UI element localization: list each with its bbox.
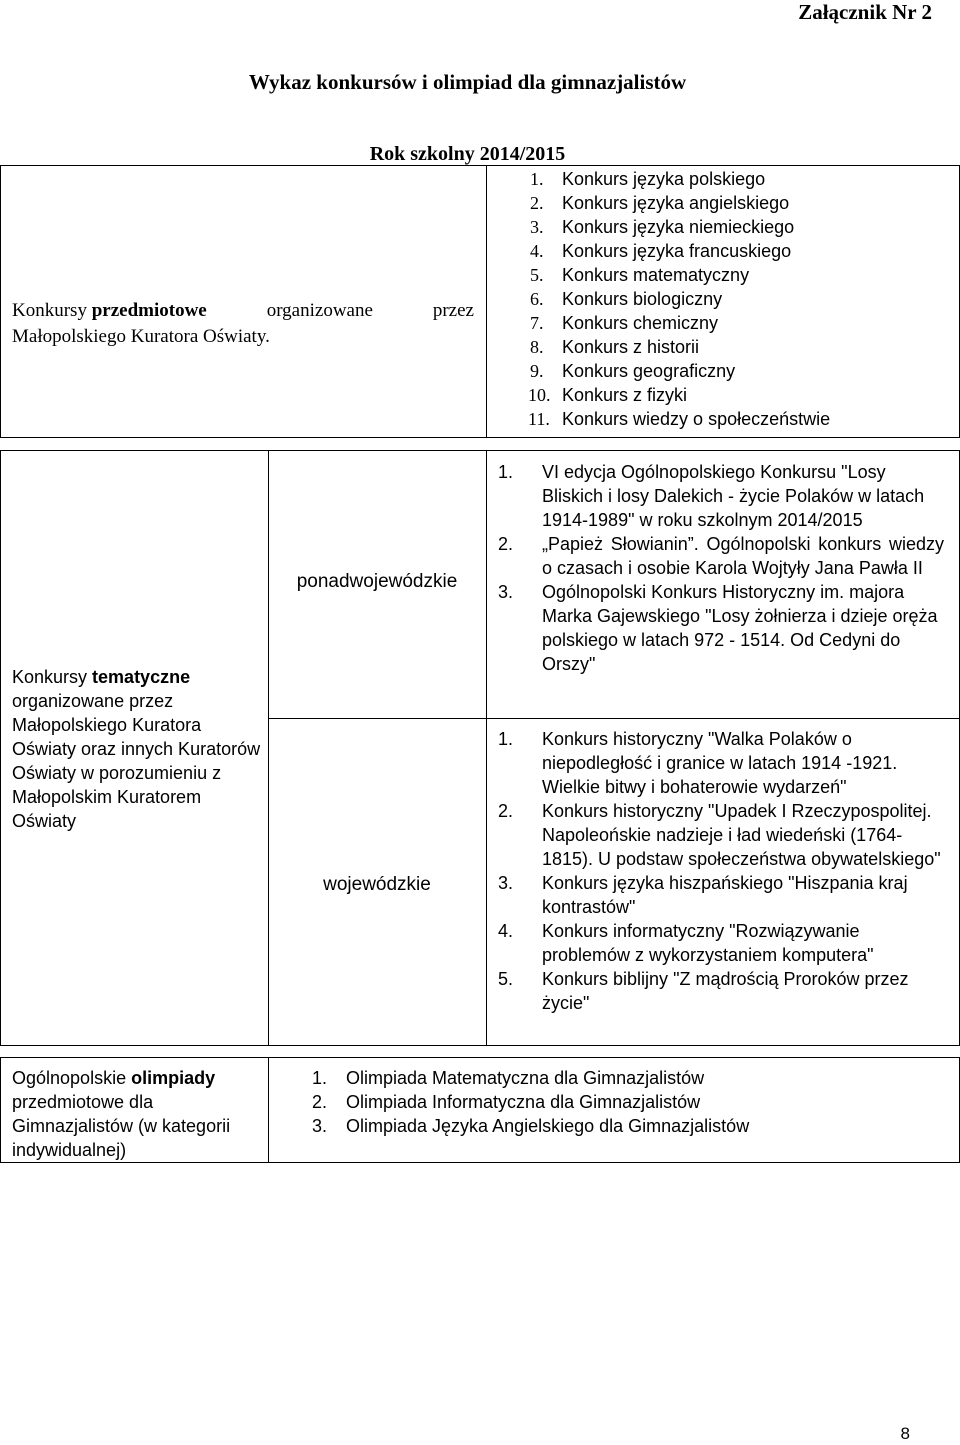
- school-year: Rok szkolny 2014/2015: [369, 143, 566, 165]
- supra-regional-level: ponadwojewódzkie: [296, 571, 458, 592]
- list-item: 3. Konkurs języka niemieckiego: [530, 217, 795, 237]
- document-title: Wykaz konkursów i olimpiad dla gimnazjalistów: [248, 70, 687, 94]
- list-item: 4. Konkurs informatyczny "Rozwiązywanie problemów z wykorzystaniem komputera": [498, 921, 874, 965]
- thematic-contests-label: Konkursy tematyczne organizowane przez Małopolskiego Kuratora Oświaty oraz innych Kuratorów Oświaty w porozumieniu z Małopolskim Kuratorem Oświaty: [12, 667, 261, 831]
- list-item: 5. Konkurs biblijny "Z mądrością Proroków przez życie": [498, 969, 909, 1013]
- list-item: 6. Konkurs biologiczny: [530, 289, 723, 309]
- list-item: 2. Olimpiada Informatyczna dla Gimnazjalistów: [312, 1092, 701, 1112]
- list-item: 5. Konkurs matematyczny: [530, 265, 750, 285]
- list-item: 1. VI edycja Ogólnopolskiego Konkursu "Losy Bliskich i losy Dalekich - życie Polaków w latach 1914-1989" w roku szkolnym 2014/2015: [498, 462, 925, 530]
- supra-regional-contests-list: [498, 460, 944, 676]
- attachment-label: Załącznik Nr 2: [798, 0, 932, 24]
- list-item: 2. „Papież Słowianin”. Ogólnopolski konkurs wiedzy o czasach i osobie Karola Wojtyły Jana Pawła II: [498, 534, 944, 578]
- subject-contests-label: Konkursy przedmiotowe organizowane przez Małopolskiego Kuratora Oświaty.: [12, 300, 474, 347]
- list-item: 10. Konkurs z fizyki: [528, 385, 688, 405]
- list-item: 1. Olimpiada Matematyczna dla Gimnazjalistów: [312, 1068, 705, 1088]
- regional-contests-list: [498, 727, 944, 1015]
- list-item: 4. Konkurs języka francuskiego: [530, 241, 792, 261]
- list-item: 2. Konkurs historyczny "Upadek I Rzeczypospolitej. Napoleońskie nadzieje i ład wiedeński (1764-1815). U podstaw społeczeństwa obywatelskiego": [498, 801, 941, 869]
- subject-contests-list: [530, 167, 950, 431]
- list-item: 1. Konkurs języka polskiego: [530, 169, 766, 189]
- olympiads-list: [312, 1066, 952, 1138]
- list-item: 9. Konkurs geograficzny: [530, 361, 736, 381]
- list-item: 8. Konkurs z historii: [530, 337, 700, 357]
- list-item: 11. Konkurs wiedzy o społeczeństwie: [528, 409, 831, 429]
- list-item: 2. Konkurs języka angielskiego: [530, 193, 790, 213]
- list-item: 3. Konkurs języka hiszpańskiego "Hiszpania kraj kontrastów": [498, 873, 908, 917]
- list-item: 3. Olimpiada Języka Angielskiego dla Gimnazjalistów: [312, 1116, 750, 1136]
- list-item: 7. Konkurs chemiczny: [530, 313, 719, 333]
- page-number: 8: [900, 1424, 910, 1443]
- regional-level: wojewódzkie: [323, 874, 431, 895]
- list-item: 3. Ogólnopolski Konkurs Historyczny im. majora Marka Gajewskiego "Losy żołnierza i dzieje oręża polskiego w latach 972 - 1514. Od Cedyni do Orszy": [498, 582, 938, 674]
- list-item: 1. Konkurs historyczny "Walka Polaków o niepodległość i granice w latach 1914 -1921. Wielkie bitwy i bohaterowie wydarzeń": [498, 729, 898, 797]
- olympiads-label: Ogólnopolskie olimpiady przedmiotowe dla Gimnazjalistów (w kategorii indywidualnej): [12, 1068, 231, 1160]
